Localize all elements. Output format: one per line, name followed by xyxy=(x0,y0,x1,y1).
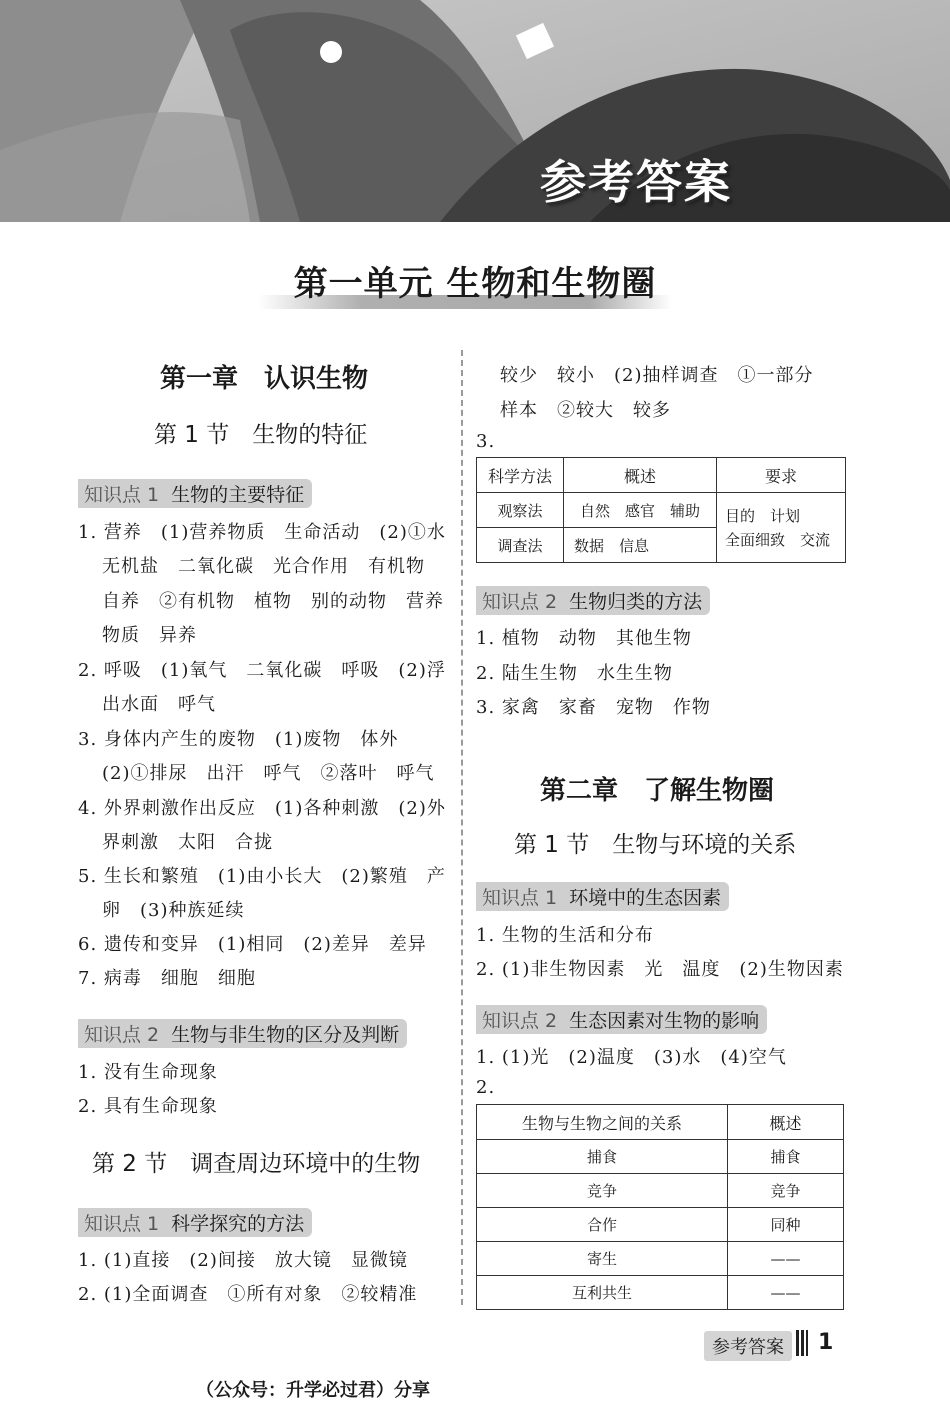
table-cell: 互利共生 xyxy=(477,1276,728,1310)
table-row xyxy=(477,1140,844,1174)
table-cell: 同种 xyxy=(728,1208,844,1242)
kp-tag: 知识点 1 xyxy=(84,484,160,506)
table-cell: 调查法 xyxy=(477,528,564,563)
kp-tag: 知识点 2 xyxy=(482,591,558,613)
knowledge-point-heading xyxy=(476,882,729,911)
column-divider xyxy=(461,350,463,1305)
kp-title: 生态因素对生物的影响 xyxy=(569,1010,760,1032)
table-cell: 自然 感官 辅助 xyxy=(564,493,717,528)
table-cell: —— xyxy=(728,1242,844,1276)
table-cell xyxy=(717,493,846,563)
answer-line: 1. 没有生命现象 xyxy=(78,1062,218,1083)
answer-line: 2. (1)非生物因素 光 温度 (2)生物因素 xyxy=(476,959,844,980)
table-cell: 观察法 xyxy=(477,493,564,528)
banner-artwork xyxy=(0,0,950,222)
kp-tag: 知识点 2 xyxy=(482,1010,558,1032)
answer-line: 卵 (3)种族延续 xyxy=(102,900,245,921)
answer-line: 5. 生长和繁殖 (1)由小长大 (2)繁殖 产 xyxy=(78,866,446,887)
answer-line: 样本 ②较大 较多 xyxy=(500,400,671,421)
table-cell: 数据 信息 xyxy=(564,528,717,563)
table-cell: 捕食 xyxy=(477,1140,728,1174)
answer-line: 2. 陆生生物 水生生物 xyxy=(476,663,673,684)
section-title: 第 1 节 生物与环境的关系 xyxy=(514,832,797,858)
table-cell: —— xyxy=(728,1276,844,1310)
answer-line: 1. 植物 动物 其他生物 xyxy=(476,628,692,649)
table-row xyxy=(477,1174,844,1208)
knowledge-point-heading xyxy=(78,479,312,508)
answer-line: 出水面 呼气 xyxy=(102,694,216,715)
table-header: 概述 xyxy=(728,1105,844,1140)
answer-line: 自养 ②有机物 植物 别的动物 营养 xyxy=(102,591,444,612)
section-title: 第 1 节 生物的特征 xyxy=(154,422,368,448)
chapter-title: 第二章 了解生物圈 xyxy=(540,776,775,806)
answer-line: 界刺激 太阳 合拢 xyxy=(102,832,273,853)
answer-line: 2. 具有生命现象 xyxy=(78,1096,218,1117)
table-cell: 竞争 xyxy=(477,1174,728,1208)
unit-title-wrap xyxy=(0,256,950,305)
biological-relations-table xyxy=(476,1104,844,1310)
answer-line: 1. 生物的生活和分布 xyxy=(476,925,654,946)
table-header: 要求 xyxy=(717,458,846,493)
answer-line: 2. (1)全面调查 ①所有对象 ②较精准 xyxy=(78,1284,418,1305)
science-methods-table xyxy=(476,457,846,563)
table-row xyxy=(477,1276,844,1310)
table-header: 概述 xyxy=(564,458,717,493)
chapter-title: 第一章 认识生物 xyxy=(160,364,369,394)
answer-line: 2. 呼吸 (1)氧气 二氧化碳 呼吸 (2)浮 xyxy=(78,660,446,681)
answer-line: 3. 身体内产生的废物 (1)废物 体外 xyxy=(78,729,399,750)
answer-line: 较少 较小 (2)抽样调查 ①一部分 xyxy=(500,365,814,386)
answer-line: 1. 营养 (1)营养物质 生命活动 (2)①水 xyxy=(78,522,446,543)
section-title: 第 2 节 调查周边环境中的生物 xyxy=(92,1151,421,1177)
answer-line: 6. 遗传和变异 (1)相同 (2)差异 差异 xyxy=(78,934,427,955)
table-header: 科学方法 xyxy=(477,458,564,493)
knowledge-point-heading xyxy=(476,586,710,615)
knowledge-point-heading xyxy=(78,1019,407,1048)
answer-line: (2)①排尿 出汗 呼气 ②落叶 呼气 xyxy=(102,763,435,784)
kp-title: 生物与非生物的区分及判断 xyxy=(171,1024,400,1046)
table-row xyxy=(477,1208,844,1242)
table-cell-line: 目的 计划 xyxy=(725,506,801,525)
unit-title: 第一单元 生物和生物圈 xyxy=(288,256,663,305)
knowledge-point-heading xyxy=(476,1005,767,1034)
answer-line: 无机盐 二氧化碳 光合作用 有机物 xyxy=(102,556,425,577)
kp-tag: 知识点 2 xyxy=(84,1024,160,1046)
answer-line: 1. (1)光 (2)温度 (3)水 (4)空气 xyxy=(476,1047,787,1068)
answer-line: 物质 异养 xyxy=(102,625,197,646)
kp-title: 科学探究的方法 xyxy=(171,1213,305,1235)
kp-tag: 知识点 1 xyxy=(482,887,558,909)
table-row xyxy=(477,493,846,528)
footer-label: 参考答案 xyxy=(704,1331,792,1361)
answer-line: 1. (1)直接 (2)间接 放大镜 显微镜 xyxy=(78,1250,408,1271)
page-number: 1 xyxy=(818,1330,834,1355)
answer-line: 3. 家禽 家畜 宠物 作物 xyxy=(476,697,711,718)
footer-bars-decoration xyxy=(796,1330,808,1356)
kp-title: 环境中的生态因素 xyxy=(569,887,722,909)
kp-title: 生物归类的方法 xyxy=(569,591,703,613)
table-cell: 寄生 xyxy=(477,1242,728,1276)
table-row xyxy=(477,1242,844,1276)
share-note: （公众号：升学必过君）分享 xyxy=(196,1380,430,1401)
answer-line: 7. 病毒 细胞 细胞 xyxy=(78,968,256,989)
answer-line: 3. xyxy=(476,431,496,452)
kp-tag: 知识点 1 xyxy=(84,1213,160,1235)
kp-title: 生物的主要特征 xyxy=(171,484,305,506)
table-cell: 竞争 xyxy=(728,1174,844,1208)
table-cell: 捕食 xyxy=(728,1140,844,1174)
table-cell-line: 全面细致 交流 xyxy=(725,530,831,549)
table-cell: 合作 xyxy=(477,1208,728,1242)
knowledge-point-heading xyxy=(78,1208,312,1237)
header-banner xyxy=(0,0,950,222)
banner-title: 参考答案 xyxy=(540,155,732,209)
table-header: 生物与生物之间的关系 xyxy=(477,1105,728,1140)
answer-line: 2. xyxy=(476,1077,496,1098)
answer-line: 4. 外界刺激作出反应 (1)各种刺激 (2)外 xyxy=(78,798,446,819)
